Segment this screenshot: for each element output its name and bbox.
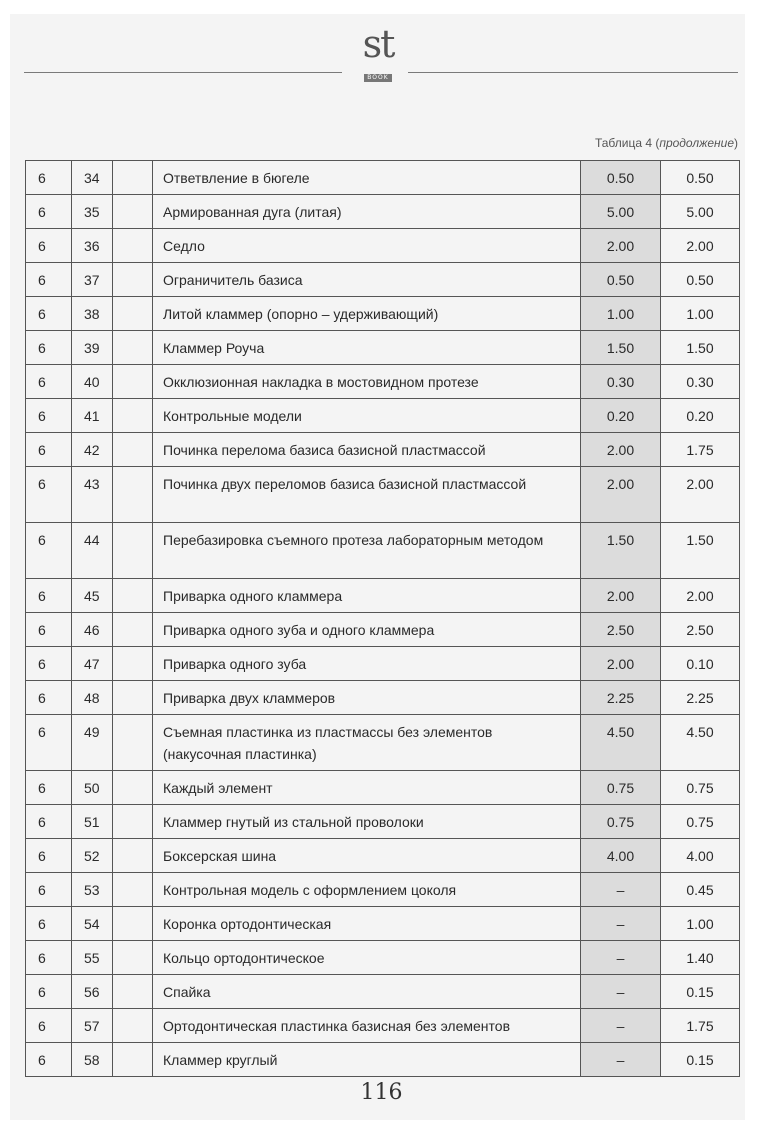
cell-section: 6: [26, 1043, 72, 1077]
cell-value-2: 0.30: [661, 365, 740, 399]
cell-item-number: 47: [72, 647, 113, 681]
cell-section: 6: [26, 433, 72, 467]
cell-value-2: 1.75: [661, 433, 740, 467]
cell-value-2: 5.00: [661, 195, 740, 229]
header-rule-right: [408, 72, 738, 73]
cell-name: Литой кламмер (опорно – удерживающий): [153, 297, 581, 331]
cell-item-number: 40: [72, 365, 113, 399]
cell-name: Ортодонтическая пластинка базисная без элементов: [153, 1009, 581, 1043]
cell-code: [113, 195, 153, 229]
cell-value-1: 2.00: [581, 647, 661, 681]
cell-value-1: 0.30: [581, 365, 661, 399]
table-row: [26, 941, 740, 975]
cell-value-1: 2.00: [581, 467, 661, 523]
cell-name: Кламмер Роуча: [153, 331, 581, 365]
table-row: [26, 195, 740, 229]
cell-code: [113, 839, 153, 873]
cell-item-number: 49: [72, 715, 113, 771]
cell-item-number: 48: [72, 681, 113, 715]
cell-section: 6: [26, 399, 72, 433]
cell-value-1: –: [581, 873, 661, 907]
cell-section: 6: [26, 523, 72, 579]
cell-value-2: 1.75: [661, 1009, 740, 1043]
cell-section: 6: [26, 839, 72, 873]
table-caption: [595, 136, 738, 150]
cell-code: [113, 715, 153, 771]
cell-value-1: 2.00: [581, 433, 661, 467]
table-row: [26, 579, 740, 613]
cell-name: Приварка одного кламмера: [153, 579, 581, 613]
cell-code: [113, 161, 153, 195]
cell-item-number: 39: [72, 331, 113, 365]
table-row: [26, 331, 740, 365]
cell-section: 6: [26, 681, 72, 715]
cell-code: [113, 771, 153, 805]
cell-code: [113, 399, 153, 433]
cell-item-number: 42: [72, 433, 113, 467]
cell-value-1: 2.50: [581, 613, 661, 647]
table-row: [26, 523, 740, 579]
table-row: [26, 715, 740, 771]
cell-section: 6: [26, 647, 72, 681]
cell-item-number: 45: [72, 579, 113, 613]
table-row: [26, 771, 740, 805]
table-row: [26, 467, 740, 523]
cell-value-2: 1.50: [661, 331, 740, 365]
cell-section: 6: [26, 805, 72, 839]
cell-value-2: 0.20: [661, 399, 740, 433]
cell-item-number: 46: [72, 613, 113, 647]
publisher-logo: [350, 22, 406, 82]
cell-name: Ответвление в бюгеле: [153, 161, 581, 195]
table-row: [26, 263, 740, 297]
cell-value-2: 0.10: [661, 647, 740, 681]
cell-code: [113, 647, 153, 681]
cell-item-number: 44: [72, 523, 113, 579]
cell-code: [113, 523, 153, 579]
cell-section: 6: [26, 365, 72, 399]
cell-name: Контрольная модель с оформлением цоколя: [153, 873, 581, 907]
caption-close: ): [734, 136, 738, 150]
table-row: [26, 399, 740, 433]
cell-value-2: 1.50: [661, 523, 740, 579]
cell-item-number: 35: [72, 195, 113, 229]
cell-item-number: 57: [72, 1009, 113, 1043]
logo-mark: st: [362, 22, 394, 66]
cell-code: [113, 805, 153, 839]
cell-item-number: 54: [72, 907, 113, 941]
cell-name: Приварка двух кламмеров: [153, 681, 581, 715]
cell-value-1: –: [581, 941, 661, 975]
cell-value-2: 1.00: [661, 297, 740, 331]
cell-name: Седло: [153, 229, 581, 263]
cell-name: Починка перелома базиса базисной пластмассой: [153, 433, 581, 467]
cell-value-1: –: [581, 1009, 661, 1043]
cell-value-2: 2.00: [661, 229, 740, 263]
cell-name: Каждый элемент: [153, 771, 581, 805]
table-row: [26, 1009, 740, 1043]
cell-code: [113, 365, 153, 399]
cell-section: 6: [26, 771, 72, 805]
cell-name: Спайка: [153, 975, 581, 1009]
cell-section: 6: [26, 467, 72, 523]
cell-section: 6: [26, 975, 72, 1009]
cell-value-1: 2.00: [581, 579, 661, 613]
table-row: [26, 805, 740, 839]
cell-item-number: 43: [72, 467, 113, 523]
cell-name: Починка двух переломов базиса базисной пластмассой: [153, 467, 581, 523]
cell-value-1: 0.50: [581, 263, 661, 297]
cell-value-1: 0.75: [581, 771, 661, 805]
cell-code: [113, 331, 153, 365]
cell-item-number: 41: [72, 399, 113, 433]
cell-value-2: 0.50: [661, 263, 740, 297]
cell-item-number: 37: [72, 263, 113, 297]
cell-value-1: 4.00: [581, 839, 661, 873]
cell-value-2: 1.40: [661, 941, 740, 975]
cell-name: Окклюзионная накладка в мостовидном протезе: [153, 365, 581, 399]
cell-section: 6: [26, 613, 72, 647]
price-table: [25, 160, 740, 1077]
cell-name: Кольцо ортодонтическое: [153, 941, 581, 975]
cell-name: Кламмер круглый: [153, 1043, 581, 1077]
table-row: [26, 613, 740, 647]
cell-value-2: 0.75: [661, 805, 740, 839]
cell-value-1: –: [581, 907, 661, 941]
caption-text: Таблица 4 (: [594, 136, 660, 150]
cell-value-1: 0.75: [581, 805, 661, 839]
cell-item-number: 55: [72, 941, 113, 975]
cell-item-number: 53: [72, 873, 113, 907]
cell-name: Кламмер гнутый из стальной проволоки: [153, 805, 581, 839]
cell-code: [113, 467, 153, 523]
cell-value-2: 2.00: [661, 579, 740, 613]
cell-name: Ограничитель базиса: [153, 263, 581, 297]
cell-section: 6: [26, 229, 72, 263]
cell-value-1: 4.50: [581, 715, 661, 771]
cell-code: [113, 873, 153, 907]
cell-value-2: 4.50: [661, 715, 740, 771]
cell-item-number: 51: [72, 805, 113, 839]
cell-value-1: 1.50: [581, 331, 661, 365]
cell-section: 6: [26, 331, 72, 365]
cell-item-number: 34: [72, 161, 113, 195]
cell-name: Приварка одного зуба и одного кламмера: [153, 613, 581, 647]
cell-code: [113, 297, 153, 331]
header-rule-left: [24, 72, 342, 73]
table-row: [26, 873, 740, 907]
table-row: [26, 839, 740, 873]
cell-section: 6: [26, 263, 72, 297]
cell-value-2: 4.00: [661, 839, 740, 873]
cell-code: [113, 975, 153, 1009]
cell-item-number: 52: [72, 839, 113, 873]
cell-value-2: 0.50: [661, 161, 740, 195]
cell-name: Коронка ортодонтическая: [153, 907, 581, 941]
cell-item-number: 58: [72, 1043, 113, 1077]
cell-value-2: 1.00: [661, 907, 740, 941]
cell-item-number: 36: [72, 229, 113, 263]
cell-value-2: 2.00: [661, 467, 740, 523]
table-row: [26, 297, 740, 331]
cell-name: Армированная дуга (литая): [153, 195, 581, 229]
cell-section: 6: [26, 195, 72, 229]
page-number: 116: [360, 1080, 403, 1105]
cell-code: [113, 1043, 153, 1077]
cell-name: Контрольные модели: [153, 399, 581, 433]
cell-value-2: 0.45: [661, 873, 740, 907]
cell-name: Боксерская шина: [153, 839, 581, 873]
cell-value-1: –: [581, 975, 661, 1009]
cell-item-number: 50: [72, 771, 113, 805]
table-row: [26, 975, 740, 1009]
cell-value-2: 2.50: [661, 613, 740, 647]
cell-value-1: 1.50: [581, 523, 661, 579]
cell-value-1: 2.25: [581, 681, 661, 715]
cell-section: 6: [26, 297, 72, 331]
table-row: [26, 681, 740, 715]
cell-code: [113, 907, 153, 941]
cell-code: [113, 681, 153, 715]
cell-item-number: 38: [72, 297, 113, 331]
table-row: [26, 647, 740, 681]
cell-value-1: –: [581, 1043, 661, 1077]
cell-value-1: 1.00: [581, 297, 661, 331]
table-row: [26, 365, 740, 399]
cell-value-2: 0.15: [661, 975, 740, 1009]
cell-value-2: 0.75: [661, 771, 740, 805]
cell-value-1: 5.00: [581, 195, 661, 229]
cell-code: [113, 613, 153, 647]
table-body: [26, 161, 740, 1077]
cell-name: Приварка одного зуба: [153, 647, 581, 681]
cell-code: [113, 229, 153, 263]
cell-code: [113, 433, 153, 467]
cell-section: 6: [26, 579, 72, 613]
table-row: [26, 907, 740, 941]
cell-name: Перебазировка съемного протеза лабораторным методом: [153, 523, 581, 579]
cell-section: 6: [26, 907, 72, 941]
cell-code: [113, 579, 153, 613]
cell-value-1: 0.50: [581, 161, 661, 195]
cell-section: 6: [26, 715, 72, 771]
table-row: [26, 433, 740, 467]
cell-value-1: 2.00: [581, 229, 661, 263]
cell-value-2: 0.15: [661, 1043, 740, 1077]
table-row: [26, 1043, 740, 1077]
cell-value-2: 2.25: [661, 681, 740, 715]
cell-section: 6: [26, 941, 72, 975]
cell-code: [113, 1009, 153, 1043]
cell-code: [113, 263, 153, 297]
cell-section: 6: [26, 873, 72, 907]
cell-item-number: 56: [72, 975, 113, 1009]
table-row: [26, 161, 740, 195]
cell-section: 6: [26, 161, 72, 195]
cell-section: 6: [26, 1009, 72, 1043]
table-row: [26, 229, 740, 263]
cell-name: Съемная пластинка из пластмассы без элементов (накусочная пластинка): [153, 715, 581, 771]
logo-subtext: BOOK: [364, 74, 391, 82]
caption-italic: продолжение: [659, 136, 734, 150]
cell-code: [113, 941, 153, 975]
cell-value-1: 0.20: [581, 399, 661, 433]
